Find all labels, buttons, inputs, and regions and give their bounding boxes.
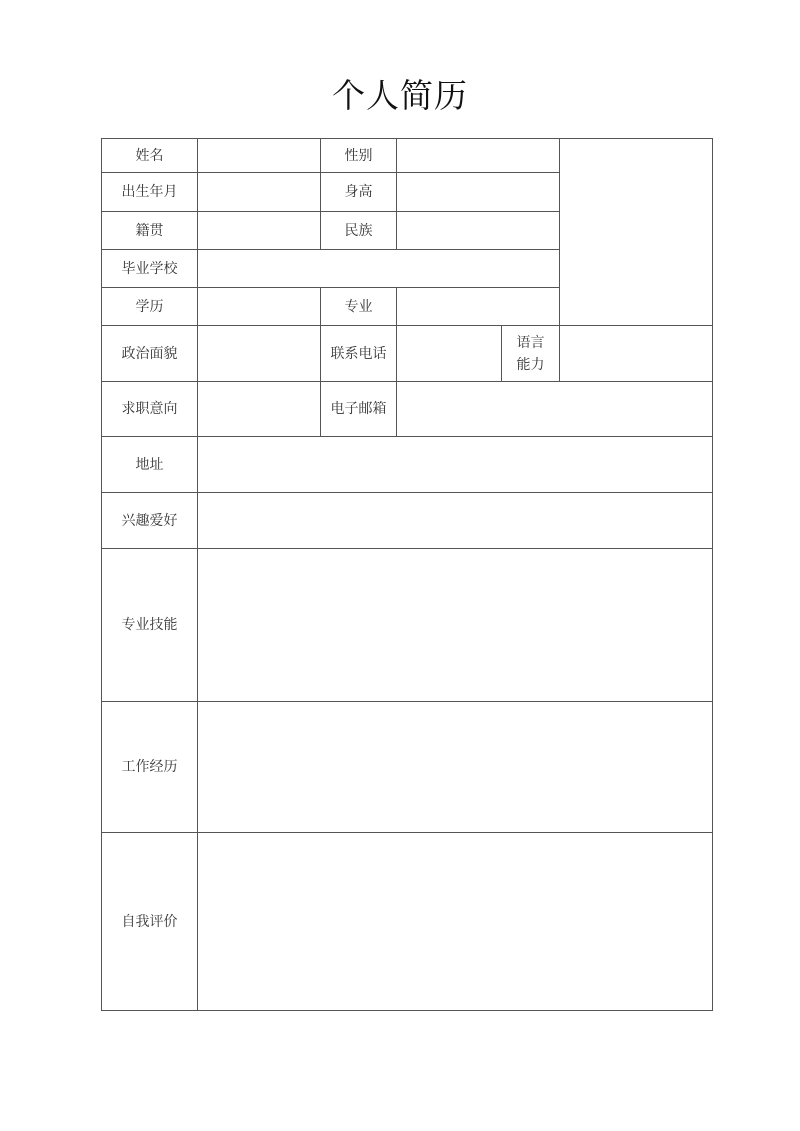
field-name[interactable] <box>198 139 321 173</box>
label-school: 毕业学校 <box>102 250 198 288</box>
label-native-place: 籍贯 <box>102 212 198 250</box>
field-work-experience[interactable] <box>198 702 713 833</box>
label-political-status: 政治面貌 <box>102 326 198 382</box>
label-birth: 出生年月 <box>102 173 198 212</box>
label-education: 学历 <box>102 288 198 326</box>
label-ethnicity: 民族 <box>321 212 397 250</box>
label-name: 姓名 <box>102 139 198 173</box>
field-gender[interactable] <box>397 139 560 173</box>
field-birth[interactable] <box>198 173 321 212</box>
label-language-line1: 语言 <box>516 334 545 351</box>
field-address[interactable] <box>198 437 713 493</box>
label-work-experience: 工作经历 <box>102 702 198 833</box>
field-job-intention[interactable] <box>198 382 321 437</box>
field-school[interactable] <box>198 250 560 288</box>
label-job-intention: 求职意向 <box>102 382 198 437</box>
photo-box[interactable] <box>560 139 713 326</box>
field-self-evaluation[interactable] <box>198 833 713 1011</box>
field-language[interactable] <box>560 326 713 382</box>
field-height[interactable] <box>397 173 560 212</box>
label-language <box>502 326 560 382</box>
label-self-evaluation: 自我评价 <box>102 833 198 1011</box>
page-title: 个人简历 <box>332 76 468 115</box>
label-address: 地址 <box>102 437 198 493</box>
label-major: 专业 <box>321 288 397 326</box>
field-phone[interactable] <box>397 326 502 382</box>
field-political-status[interactable] <box>198 326 321 382</box>
label-phone: 联系电话 <box>321 326 397 382</box>
label-gender: 性别 <box>321 139 397 173</box>
label-hobbies: 兴趣爱好 <box>102 493 198 549</box>
field-native-place[interactable] <box>198 212 321 250</box>
label-language-line2: 能力 <box>516 356 545 373</box>
field-email[interactable] <box>397 382 713 437</box>
resume-table <box>101 138 713 1011</box>
label-height: 身高 <box>321 173 397 212</box>
field-hobbies[interactable] <box>198 493 713 549</box>
field-major[interactable] <box>397 288 560 326</box>
label-skills: 专业技能 <box>102 549 198 702</box>
label-email: 电子邮箱 <box>321 382 397 437</box>
field-education[interactable] <box>198 288 321 326</box>
field-skills[interactable] <box>198 549 713 702</box>
field-ethnicity[interactable] <box>397 212 560 250</box>
